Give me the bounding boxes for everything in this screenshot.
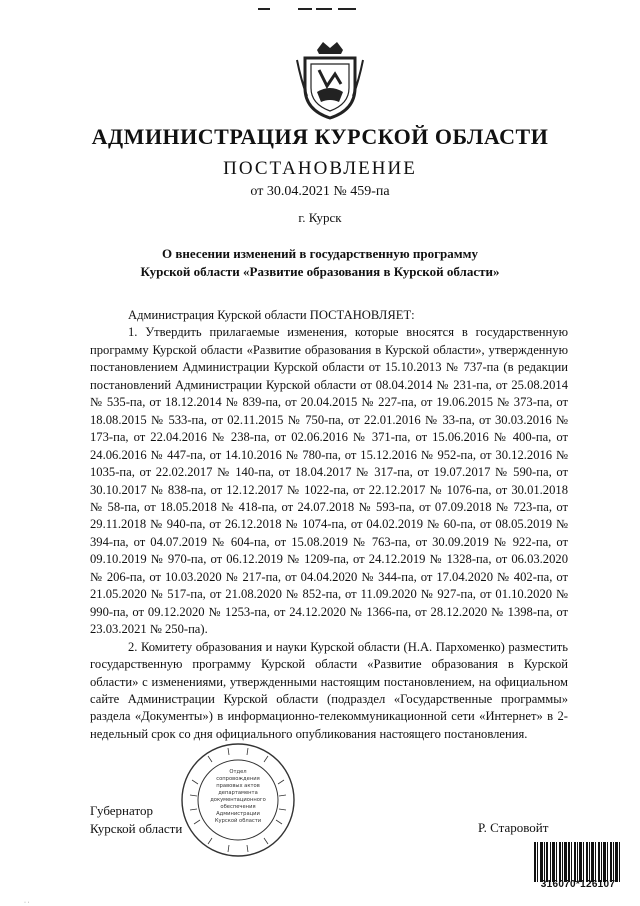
svg-text:Администрации: Администрации — [216, 811, 260, 817]
office-stamp — [178, 740, 298, 860]
body-item-1: 1. Утвердить прилагаемые изменения, которые вносятся в государственную программу Курской области «Развитие образования в Курской области», утвержденную постановлением Администрации Курской области от 15.10.2013 № 737-па (в редакции постановлений Администрации Курской области от 08.04.2014 № 231-па, от 25.08.2014 № 535-па, от 18.12.2014 № 839-па, от 20.04.2015 № 227-па, от 19.06.2015 № 373-па, от 18.08.2015 № 533-па, от 02.11.2015 № 750-па, от 22.01.2016 № 33-па, от 30.03.2016 № 173-па, от 22.04.2016 № 238-па, от 02.06.2016 № 371-па, от 15.06.2016 № 400-па, от 24.06.2016 № 447-па, от 14.10.2016 № 780-па, от 15.12.2016 № 952-па, от 30.12.2016 № 1035-па, от 22.02.2017 № 140-па, от 18.04.2017 № 317-па, от 19.07.2017 № 590-па, от 30.10.2017 № 838-па, от 12.12.2017 № 1022-па, от 22.12.2017 № 1076-па, от 30.01.2018 № 58-па, от 18.05.2018 № 418-па, от 24.07.2018 № 593-па, от 07.09.2018 № 723-па, от 29.11.2018 № 940-па, от 26.12.2018 № 1074-па, от 04.02.2019 № 60-па, от 08.05.2019 № 394-па, от 04.07.2019 № 604-па, от 15.08.2019 № 763-па, от 30.09.2019 № 922-па, от 09.10.2019 № 970-па, от 06.12.2019 № 1209-па, от 24.12.2019 № 1328-па, от 06.03.2020 № 206-па, от 10.03.2020 № 217-па, от 04.04.2020 № 344-па, от 17.04.2020 № 402-па, от 21.05.2020 № 517-па, от 21.08.2020 № 852-па, от 11.09.2020 № 927-па, от 01.10.2020 № 990-па, от 09.12.2020 № 1253-па, от 24.12.2020 № 1366-па, от 28.12.2020 № 1398-па, от 23.03.2021 № 250-па). — [90, 325, 568, 637]
signatory-title-line-2: Курской области — [90, 821, 183, 836]
subject-line-2: Курской области «Развитие образования в Курской области» — [140, 264, 500, 279]
document-body — [90, 307, 568, 743]
svg-text:обеспечения: обеспечения — [220, 804, 256, 810]
svg-text:Курской области: Курской области — [214, 818, 262, 824]
document-subject — [100, 245, 540, 281]
scan-dots: · · — [24, 900, 30, 906]
svg-text:департамента: департамента — [218, 790, 258, 796]
scan-marks — [258, 6, 358, 12]
barcode — [534, 842, 620, 882]
svg-text:сопровождения: сопровождения — [216, 776, 260, 782]
coat-of-arms-emblem — [295, 40, 365, 120]
signatory-title-line-1: Губернатор — [90, 803, 153, 818]
barcode-number: 316070*126107 — [540, 879, 616, 890]
document-date-number: от 30.04.2021 № 459-па — [250, 184, 390, 199]
document-type: ПОСТАНОВЛЕНИЕ — [223, 158, 417, 179]
organization-title: АДМИНИСТРАЦИЯ КУРСКОЙ ОБЛАСТИ — [91, 124, 549, 149]
svg-text:правовых актов: правовых актов — [216, 783, 260, 789]
signatory-title — [90, 802, 182, 838]
svg-text:Отдел: Отдел — [229, 769, 247, 775]
document-city: г. Курск — [298, 210, 342, 225]
body-intro: Администрация Курской области ПОСТАНОВЛЯЕТ: — [128, 308, 415, 322]
subject-line-1: О внесении изменений в государственную программу — [162, 246, 478, 261]
body-item-2: 2. Комитету образования и науки Курской области (Н.А. Пархоменко) разместить государственную программу Курской области «Развитие образования в Курской области» с изменениями, утвержденными настоящим постановлением, на официальном сайте Администрации Курской области (подраздел «Государственные программы» раздела «Документы») в информационно-телекоммуникационной сети «Интернет» в 2-недельный срок со дня официального опубликования настоящего постановления. — [90, 639, 568, 741]
signatory-name: Р. Старовойт — [478, 820, 549, 835]
svg-text:документационного: документационного — [210, 797, 266, 803]
